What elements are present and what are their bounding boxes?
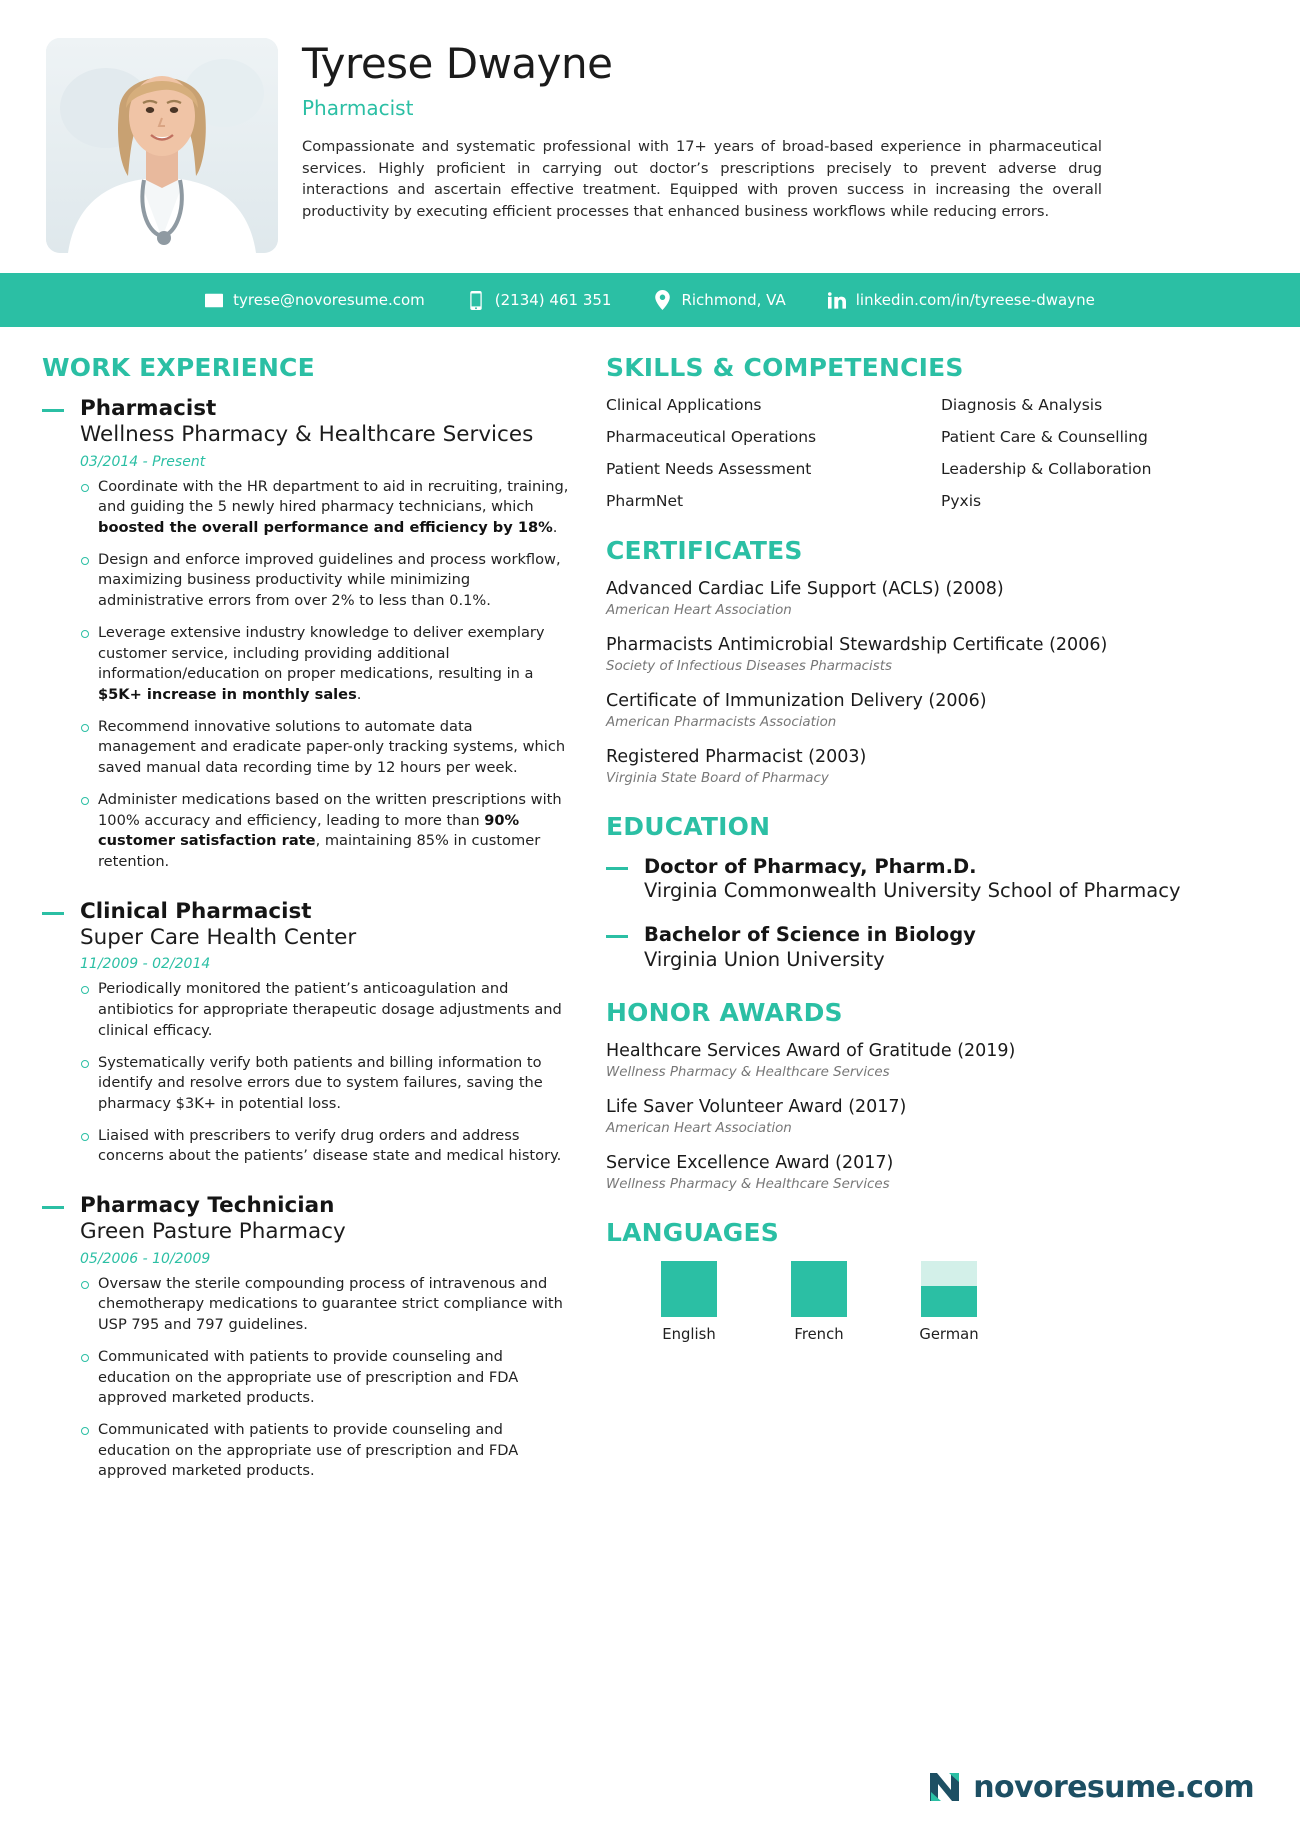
award-list [606,1041,1258,1192]
profile-photo-icon [46,38,278,253]
education-list [606,855,1258,973]
award-item [606,1097,1258,1136]
entry-dash-icon [42,912,64,915]
language-name: French [794,1325,844,1343]
job-entry [42,1193,572,1482]
job-role: Pharmacy Technician [80,1193,335,1219]
contact-location[interactable] [632,291,806,309]
map-pin-icon [653,291,671,309]
job-bullet: Coordinate with the HR department to aid in recruiting, training, and guiding the 5 newly hired pharmacy technicians, which boosted the overall performance and efficiency by 18%. [80,477,572,539]
language-chart [606,1261,1258,1343]
envelope-icon [205,291,223,309]
education-degree: Bachelor of Science in Biology [644,923,976,947]
profile-summary: Compassionate and systematic professional with 17+ years of broad-based experience in pharmaceutical services. Highly proficient in carrying out doctor’s prescriptions precisely to prevent adverse drug interactions and ascertain effective treatment. Equipped with proven success in increasing the overall productivity by executing efficient processes that enhanced business workflows while reducing errors. [302,138,1102,220]
language-level-fill [661,1261,717,1317]
contact-location-text: Richmond, VA [681,291,786,309]
certificate-item-issuer: Virginia State Board of Pharmacy [606,770,829,786]
certificate-item-name: Advanced Cardiac Life Support (ACLS) (2008) [606,579,1004,599]
languages-section [606,1218,1258,1343]
award-item-issuer: American Heart Association [606,1120,792,1136]
job-entry [42,899,572,1167]
certificates-section [606,536,1258,786]
work-experience-section [42,353,572,1482]
job-bullet-list [80,1274,572,1482]
language-level-fill [921,1286,977,1317]
skills-grid [606,396,1258,510]
job-bullet: Administer medications based on the written prescriptions with 100% accuracy and efficiency, leading to more than 90% customer satisfaction rate, maintaining 85% in customer retention. [80,790,572,873]
certificate-item-name: Pharmacists Antimicrobial Stewardship Certificate (2006) [606,634,1108,655]
certificate-item [606,579,1258,618]
section-heading-certificates: CERTIFICATES [606,536,803,565]
job-bullet-list [80,477,572,873]
skill-item: Clinical Applications [606,396,762,414]
award-item [606,1041,1258,1080]
education-entry [606,923,1258,972]
job-bullet: Oversaw the sterile compounding process of intravenous and chemotherapy medications to guarantee strict compliance with USP 795 and 797 guidelines. [80,1274,572,1336]
section-heading-work-experience: WORK EXPERIENCE [42,353,315,382]
contact-phone[interactable] [446,291,633,309]
section-heading-honor-awards: HONOR AWARDS [606,998,843,1028]
resume-body [0,327,1300,1518]
contact-email[interactable] [184,291,446,309]
job-bullet: Liaised with prescribers to verify drug orders and address concerns about the patients’ disease state and medical history. [80,1126,572,1167]
language-item [784,1261,854,1343]
contact-linkedin-text: linkedin.com/in/tyreese-dwayne [855,291,1095,309]
skill-item: Leadership & Collaboration [941,460,1152,478]
award-item-name: Service Excellence Award (2017) [606,1152,894,1173]
entry-dash-icon [42,409,64,412]
certificate-item-issuer: Society of Infectious Diseases Pharmacists [606,658,892,674]
honor-awards-section [606,998,1258,1192]
skill-item: Pharmaceutical Operations [606,428,817,446]
novoresume-n-logo-icon [925,1767,965,1807]
skill-item: Pyxis [941,492,982,510]
education-entry [606,855,1258,904]
language-level-bar [791,1261,847,1317]
job-organization: Green Pasture Pharmacy [80,1219,346,1245]
language-level-fill [791,1261,847,1317]
certificate-item-name: Certificate of Immunization Delivery (2006) [606,690,987,711]
job-bullet-list [80,979,572,1167]
certificate-item [606,635,1258,674]
certificate-list [606,579,1258,786]
entry-dash-icon [606,867,628,870]
skill-item: Diagnosis & Analysis [941,396,1103,414]
left-column [42,353,572,1508]
right-column [606,353,1258,1508]
entry-dash-icon [606,935,628,938]
language-level-bar [661,1261,717,1317]
job-organization: Super Care Health Center [80,925,357,951]
avatar [46,38,278,253]
entry-dash-icon [42,1206,64,1209]
skill-item: PharmNet [606,492,684,510]
page-title: Tyrese Dwayne [302,39,613,88]
job-role: Pharmacist [80,396,217,421]
award-item-issuer: Wellness Pharmacy & Healthcare Services [606,1064,890,1080]
job-title: Pharmacist [302,96,414,121]
job-list [42,396,572,1482]
contact-email-text: tyrese@novoresume.com [233,291,425,309]
language-name: English [662,1325,716,1343]
job-bullet: Communicated with patients to provide counseling and education on the appropriate use of prescription and FDA approved marketed products. [80,1420,572,1482]
job-bullet: Periodically monitored the patient’s anticoagulation and antibiotics for appropriate therapeutic dosage adjustments and clinical efficacy. [80,979,572,1041]
contact-linkedin[interactable] [807,291,1116,309]
job-organization: Wellness Pharmacy & Healthcare Services [80,422,534,448]
award-item-name: Life Saver Volunteer Award (2017) [606,1096,907,1117]
job-entry [42,396,572,873]
linkedin-icon [828,291,846,309]
skills-section [606,353,1258,510]
language-level-bar [921,1261,977,1317]
header-text-block [302,38,1254,222]
education-degree: Doctor of Pharmacy, Pharm.D. [644,854,977,878]
skill-item: Patient Care & Counselling [941,428,1148,446]
section-heading-skills: SKILLS & COMPETENCIES [606,353,964,382]
contact-bar [0,273,1300,327]
education-section [606,812,1258,973]
certificate-item [606,747,1258,786]
award-item-issuer: Wellness Pharmacy & Healthcare Services [606,1176,890,1192]
mobile-phone-icon [467,291,485,309]
job-bullet: Communicated with patients to provide counseling and education on the appropriate use of prescription and FDA approved marketed products. [80,1347,572,1409]
education-school: Virginia Commonwealth University School of Pharmacy [644,878,1181,902]
job-bullet: Recommend innovative solutions to automate data management and eradicate paper-only tracking systems, which saved manual data recording time by 12 hours per week. [80,717,572,779]
job-dates: 05/2006 - 10/2009 [80,1250,211,1267]
language-item [654,1261,724,1343]
job-dates: 11/2009 - 02/2014 [80,956,211,973]
section-heading-education: EDUCATION [606,811,771,841]
job-dates: 03/2014 - Present [80,453,206,470]
contact-phone-text: (2134) 461 351 [494,291,612,309]
job-bullet: Systematically verify both patients and billing information to identify and resolve errors due to system failures, saving the pharmacy $3K+ in potential loss. [80,1053,572,1115]
language-name: German [919,1325,979,1343]
skill-item: Patient Needs Assessment [606,460,812,478]
certificate-item-issuer: American Heart Association [606,602,792,618]
certificate-item-name: Registered Pharmacist (2003) [606,746,867,767]
footer-brand[interactable] [925,1767,1254,1807]
certificate-item [606,691,1258,730]
resume-header [0,0,1300,273]
award-item [606,1153,1258,1192]
award-item-name: Healthcare Services Award of Gratitude (2019) [606,1041,1016,1062]
job-bullet: Leverage extensive industry knowledge to deliver exemplary customer service, including providing additional information/education on proper medications, resulting in a $5K+ increase in monthly sales. [80,623,572,706]
certificate-item-issuer: American Pharmacists Association [606,714,837,730]
footer-brand-text: novoresume.com [973,1769,1254,1805]
education-school: Virginia Union University [644,947,885,971]
language-item [914,1261,984,1343]
section-heading-languages: LANGUAGES [606,1217,780,1247]
job-role: Clinical Pharmacist [80,898,312,924]
job-bullet: Design and enforce improved guidelines and process workflow, maximizing business productivity while minimizing administrative errors from over 2% to less than 0.1%. [80,550,572,612]
